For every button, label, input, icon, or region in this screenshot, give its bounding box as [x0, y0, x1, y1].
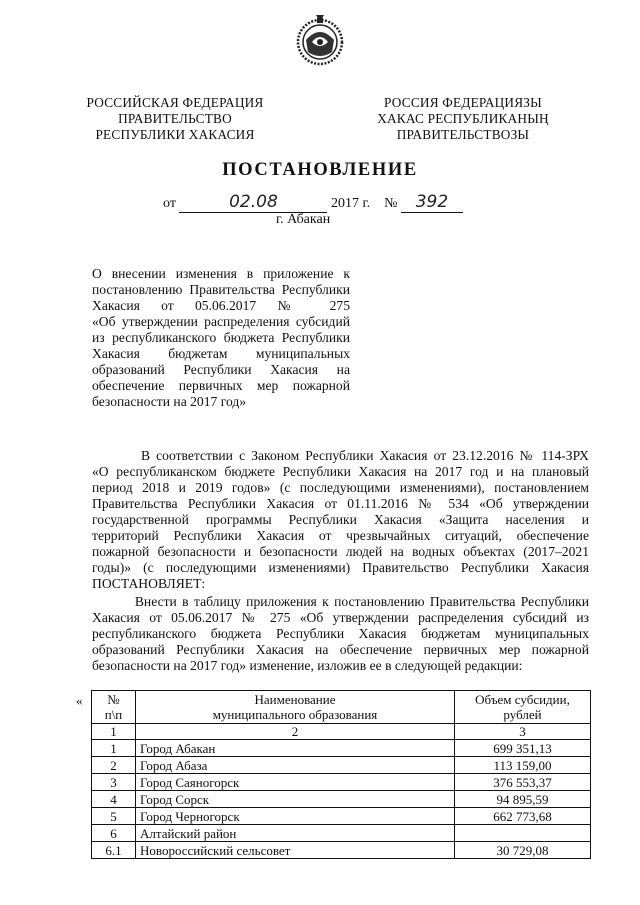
- row-municipality: Город Сорск: [136, 791, 455, 808]
- date-number-line: [163, 192, 463, 213]
- paragraph-line: республиканского бюджета Республики Хакасия бюджетам муниципальных: [92, 626, 589, 641]
- row-municipality: Город Черногорск: [136, 808, 455, 825]
- row-number: 1: [92, 740, 136, 757]
- row-municipality: Город Саяногорск: [136, 774, 455, 791]
- header-right-line: ПРАВИТЕЛЬСТВОЗЫ: [396, 127, 530, 142]
- paragraph-line: период 2018 и 2019 годов» (с последующими изменениями), постановлением: [92, 480, 589, 495]
- header-left-line: РЕСПУБЛИКИ ХАКАСИЯ: [95, 127, 255, 142]
- row-amount: 662 773,68: [455, 808, 591, 825]
- table-row: [92, 757, 591, 774]
- header-left-block: [82, 95, 268, 143]
- subject-line: постановлению Правительства Республики: [92, 282, 350, 297]
- paragraph-line: годы)» (с последующими изменениями) Правительство Республики Хакасия: [92, 560, 589, 575]
- row-amount: 30 729,08: [455, 842, 591, 859]
- column-number: 3: [455, 724, 591, 740]
- table-row: [92, 791, 591, 808]
- table-header-row: [92, 691, 591, 724]
- subject-block: [92, 266, 350, 410]
- paragraph-line: Внести в таблицу приложения к постановлению Правительства Республики: [92, 594, 589, 609]
- row-number: 6: [92, 825, 136, 842]
- row-number: 3: [92, 774, 136, 791]
- table-row: [92, 740, 591, 757]
- row-amount: [455, 825, 591, 842]
- date-prefix: от: [163, 196, 176, 211]
- table-row: [92, 774, 591, 791]
- header-right-line: РОССИЯ ФЕДЕРАЦИЯЗЫ: [384, 95, 542, 110]
- paragraph-line: «О республиканском бюджете Республики Хакасия на 2017 год и на плановый: [92, 464, 589, 479]
- paragraph-line: государственной программы Республики Хакасия «Защита населения и: [92, 512, 589, 527]
- header-subsidy-amount: Объем субсидии, рублей: [455, 691, 591, 724]
- document-title: ПОСТАНОВЛЕНИЕ: [222, 160, 418, 180]
- subject-line: Хакасия от 05.06.2017 № 275: [92, 298, 350, 313]
- subject-line: из республиканского бюджета Республики: [92, 330, 350, 345]
- header-number: № п\п: [92, 691, 136, 724]
- row-amount: 113 159,00: [455, 757, 591, 774]
- row-municipality: Город Абакан: [136, 740, 455, 757]
- table-row: [92, 825, 591, 842]
- row-municipality: Новороссийский сельсовет: [136, 842, 455, 859]
- header-left-line: ПРАВИТЕЛЬСТВО: [118, 111, 232, 126]
- header-left-line: РОССИЙСКАЯ ФЕДЕРАЦИЯ: [86, 95, 264, 110]
- coat-of-arms-emblem: [292, 12, 348, 68]
- row-number: 2: [92, 757, 136, 774]
- row-amount: 94 895,59: [455, 791, 591, 808]
- date-handwritten: 02.08: [179, 192, 327, 213]
- paragraph-line: образований Республики Хакасия на обеспечение первичных мер пожарной: [92, 642, 589, 657]
- paragraph-line: Хакасия от 05.06.2017 № 275 «Об утверждении распределения субсидий из: [92, 610, 589, 625]
- paragraph-amendment: [92, 594, 589, 674]
- subsidy-table: [91, 690, 591, 859]
- row-municipality: Алтайский район: [136, 825, 455, 842]
- row-number: 5: [92, 808, 136, 825]
- subject-line: О внесении изменения в приложение к: [92, 266, 350, 281]
- paragraph-line: территорий Республики Хакасия от чрезвычайных ситуаций, обеспечение: [92, 528, 589, 543]
- subject-line: образований Республики Хакасия на: [92, 362, 350, 377]
- row-number: 4: [92, 791, 136, 808]
- paragraph-line: безопасности на 2017 год» изменение, изложив ее в следующей редакции:: [92, 658, 523, 673]
- paragraph-line: Правительства Республики Хакасия от 01.11.2016 № 534 «Об утверждении: [92, 496, 589, 511]
- subject-line: Хакасия бюджетам муниципальных: [92, 346, 350, 361]
- subject-line: «Об утверждении распределения субсидий: [92, 314, 350, 329]
- table-row: [92, 842, 591, 859]
- paragraph-line: ПОСТАНОВЛЯЕТ:: [92, 576, 206, 591]
- paragraph-line: В соответствии с Законом Республики Хакасия от 23.12.2016 № 114-ЗРХ: [92, 448, 589, 463]
- header-right-line: ХАКАС РЕСПУБЛИКАНЫҢ: [377, 111, 549, 126]
- number-handwritten: 392: [401, 192, 463, 213]
- header-municipality: Наименование муниципального образования: [136, 691, 455, 724]
- header-right-block: [370, 95, 556, 143]
- subject-line: безопасности на 2017 год»: [92, 394, 247, 409]
- row-amount: 376 553,37: [455, 774, 591, 791]
- paragraph-line: пожарной безопасности и безопасности людей на водных объектах (2017–2021: [92, 544, 589, 559]
- subject-line: обеспечение первичных мер пожарной: [92, 378, 350, 393]
- row-number: 6.1: [92, 842, 136, 859]
- row-amount: 699 351,13: [455, 740, 591, 757]
- column-number: 1: [92, 724, 136, 740]
- city-label: г. Абакан: [276, 212, 331, 227]
- row-municipality: Город Абаза: [136, 757, 455, 774]
- table-row: [92, 808, 591, 825]
- number-label: №: [384, 196, 398, 211]
- column-number-row: [92, 724, 591, 740]
- column-number: 2: [136, 724, 455, 740]
- year-label: 2017 г.: [330, 196, 371, 211]
- opening-quote-mark: «: [76, 693, 83, 708]
- paragraph-legal-basis: [92, 448, 589, 592]
